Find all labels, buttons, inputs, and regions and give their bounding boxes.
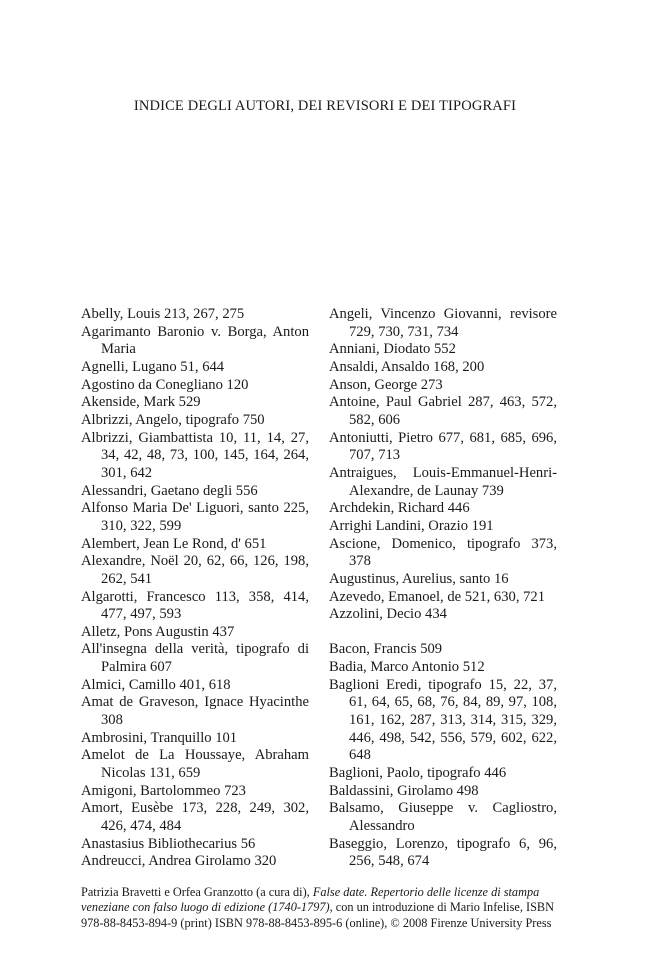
index-entry: Agnelli, Lugano 51, 644 xyxy=(81,358,225,375)
index-entry: Akenside, Mark 529 xyxy=(81,394,201,411)
index-entry: Augustinus, Aurelius, santo 16 xyxy=(329,570,509,587)
footer-line xyxy=(81,885,561,900)
index-entry: Almici, Camillo 401, 618 xyxy=(81,676,231,693)
index-entry: Baseggio, Lorenzo, tipografo 6, 96, 256, 548, 674 xyxy=(329,835,557,870)
index-entry: Arrighi Landini, Orazio 191 xyxy=(329,517,494,534)
index-entry: Ascione, Domenico, tipografo 373, 378 xyxy=(329,535,557,570)
index-entry: Alfonso Maria De' Liguori, santo 225, 310, 322, 599 xyxy=(81,500,309,534)
index-entry: Albrizzi, Angelo, tipografo 750 xyxy=(81,411,265,428)
footer-intro: , con un introduzione di Mario Infelise, ISBN xyxy=(329,900,555,915)
footer-line xyxy=(81,900,561,915)
index-entry: Baglioni, Paolo, tipografo 446 xyxy=(329,765,507,782)
index-entry: Andreucci, Andrea Girolamo 320 xyxy=(81,853,277,870)
index-entry: Anson, George 273 xyxy=(329,376,443,393)
index-entry: Baldassini, Girolamo 498 xyxy=(329,782,479,799)
citation-footer xyxy=(81,885,561,931)
index-entry: Agostino da Conegliano 120 xyxy=(81,376,249,393)
index-entry: Angeli, Vincenzo Giovanni, revisore 729, 730, 731, 734 xyxy=(329,306,557,340)
index-entry: Azevedo, Emanoel, de 521, 630, 721 xyxy=(329,588,546,605)
index-entry: Albrizzi, Giambattista 10, 11, 14, 27, 34, 42, 48, 73, 100, 145, 164, 264, 301, 642 xyxy=(81,429,309,481)
index-entry: Ambrosini, Tranquillo 101 xyxy=(81,729,238,746)
index-entry: Amort, Eusèbe 173, 228, 249, 302, 426, 474, 484 xyxy=(81,800,309,835)
index-entry: Alembert, Jean Le Rond, d' 651 xyxy=(81,535,267,552)
index-entry: Badia, Marco Antonio 512 xyxy=(329,659,485,676)
index-entry: Azzolini, Decio 434 xyxy=(329,606,447,623)
index-entry: Ansaldi, Ansaldo 168, 200 xyxy=(329,358,485,375)
index-entry: Balsamo, Giuseppe v. Cagliostro, Alessandro xyxy=(329,800,557,835)
footer-book-title: False date. Repertorio delle licenze di stampa xyxy=(312,885,540,899)
index-entry: Amelot de La Houssaye, Abraham Nicolas 131, 659 xyxy=(81,747,309,782)
index-entry: Antoniutti, Pietro 677, 681, 685, 696, 707, 713 xyxy=(329,429,557,464)
footer-isbn: 978-88-8453-894-9 (print) ISBN 978-88-8453-895-6 (online), © 2008 Firenze University Press xyxy=(81,915,552,930)
index-column-left xyxy=(81,306,309,871)
index-entry: Bacon, Francis 509 xyxy=(329,641,443,658)
index-entry: Algarotti, Francesco 113, 358, 414, 477, 497, 593 xyxy=(81,588,309,623)
index-entry: Alessandri, Gaetano degli 556 xyxy=(81,482,258,499)
index-entry: Antoine, Paul Gabriel 287, 463, 572, 582, 606 xyxy=(329,394,557,428)
footer-authors: Patrizia Bravetti e Orfea Granzotto (a cura di), xyxy=(81,885,313,899)
index-entry: Baglioni Eredi, tipografo 15, 22, 37, 61, 64, 65, 68, 76, 84, 89, 97, 108, 161, 162, 287, 313, 314, 315, 329, 446, 498, 542, 556, 579, 602, 622, 648 xyxy=(329,676,557,764)
index-entry: Agarimanto Baronio v. Borga, Anton Maria xyxy=(81,323,309,358)
index-entry: Alexandre, Noël 20, 62, 66, 126, 198, 262, 541 xyxy=(81,553,309,587)
index-entry: Anniani, Diodato 552 xyxy=(329,341,456,358)
index-entry: Amigoni, Bartolommeo 723 xyxy=(81,782,246,799)
index-column-right xyxy=(329,306,557,871)
index-entry: Anastasius Bibliothecarius 56 xyxy=(81,835,256,852)
index-entry: Archdekin, Richard 446 xyxy=(329,500,470,517)
index-entry: Alletz, Pons Augustin 437 xyxy=(81,623,235,640)
index-entry: Abelly, Louis 213, 267, 275 xyxy=(81,306,245,322)
index-entry: All'insegna della verità, tipografo di Palmira 607 xyxy=(81,641,309,676)
index-entry: Amat de Graveson, Ignace Hyacinthe 308 xyxy=(81,694,309,729)
index-entry: Antraigues, Louis-Emmanuel-Henri-Alexandre, de Launay 739 xyxy=(329,464,557,499)
page-title: INDICE DEGLI AUTORI, DEI REVISORI E DEI TIPOGRAFI xyxy=(133,98,517,114)
footer-book-subtitle: veneziane con falso luogo di edizione (1740-1797) xyxy=(81,900,330,915)
